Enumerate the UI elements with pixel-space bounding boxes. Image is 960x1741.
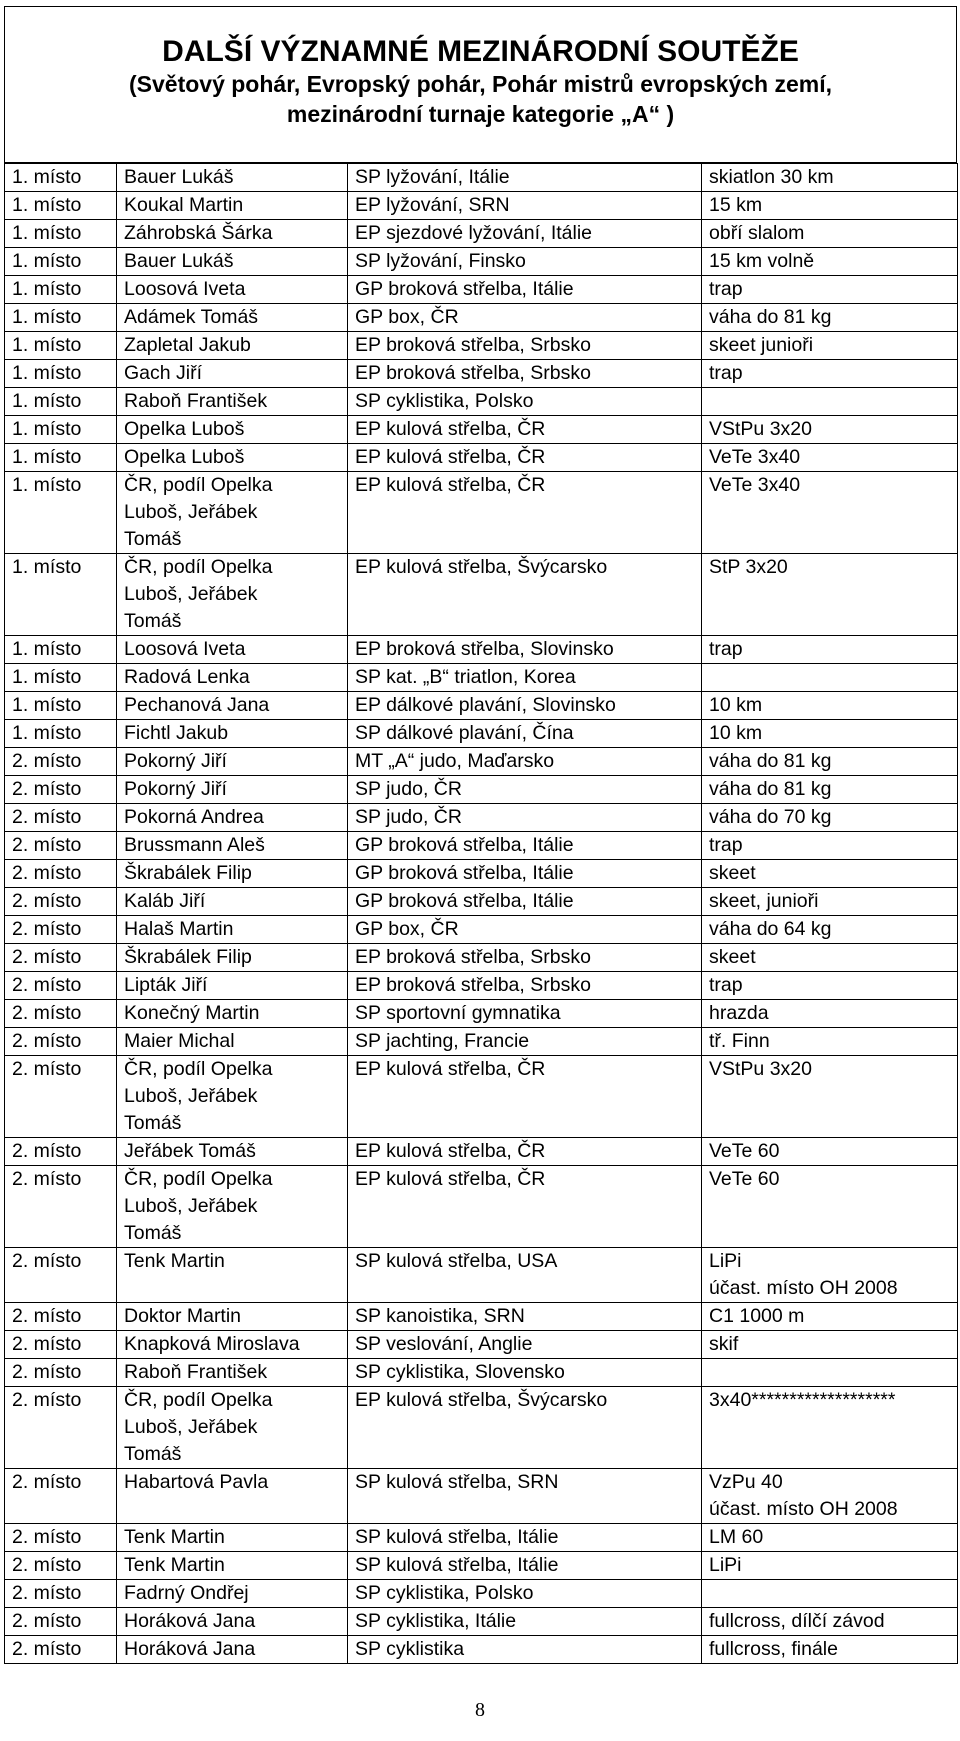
table-row: [5, 720, 958, 748]
cell-name: Horáková Jana: [117, 1608, 348, 1636]
cell-event: SP cyklistika: [348, 1636, 702, 1664]
table-row: [5, 664, 958, 692]
results-table-body: [5, 164, 958, 1664]
cell-place: 2. místo: [5, 860, 117, 888]
cell-note: váha do 64 kg: [702, 916, 958, 944]
cell-place: 1. místo: [5, 444, 117, 472]
cell-name: Horáková Jana: [117, 1636, 348, 1664]
cell-event: SP dálkové plavání, Čína: [348, 720, 702, 748]
cell-name: Doktor Martin: [117, 1303, 348, 1331]
cell-note: [702, 1580, 958, 1608]
cell-event: SP kulová střelba, SRN: [348, 1469, 702, 1524]
cell-note: fullcross, finále: [702, 1636, 958, 1664]
cell-event: GP broková střelba, Itálie: [348, 276, 702, 304]
cell-event: SP cyklistika, Polsko: [348, 1580, 702, 1608]
cell-place: 1. místo: [5, 164, 117, 192]
table-row: [5, 192, 958, 220]
page-number: 8: [475, 1699, 485, 1721]
document-page: [4, 6, 957, 1664]
cell-place: 2. místo: [5, 804, 117, 832]
cell-place: 2. místo: [5, 1387, 117, 1469]
cell-name: Opelka Luboš: [117, 416, 348, 444]
cell-place: 1. místo: [5, 360, 117, 388]
table-row: [5, 916, 958, 944]
table-row: [5, 1608, 958, 1636]
cell-note: [702, 388, 958, 416]
cell-event: SP judo, ČR: [348, 804, 702, 832]
cell-note: obří slalom: [702, 220, 958, 248]
page-subtitle-line-1: (Světový pohár, Evropský pohár, Pohár mistrů evropských zemí,: [128, 71, 833, 97]
cell-name: Brussmann Aleš: [117, 832, 348, 860]
cell-note: 15 km volně: [702, 248, 958, 276]
cell-name: Tenk Martin: [117, 1552, 348, 1580]
cell-name: Tenk Martin: [117, 1248, 348, 1303]
cell-event: GP broková střelba, Itálie: [348, 888, 702, 916]
cell-note: fullcross, dílčí závod: [702, 1608, 958, 1636]
cell-note: trap: [702, 972, 958, 1000]
cell-note: skeet junioři: [702, 332, 958, 360]
cell-note: VeTe 3x40: [702, 444, 958, 472]
cell-place: 2. místo: [5, 832, 117, 860]
cell-place: 1. místo: [5, 388, 117, 416]
table-row: [5, 360, 958, 388]
table-row: [5, 1636, 958, 1664]
cell-place: 1. místo: [5, 276, 117, 304]
cell-name: Jeřábek Tomáš: [117, 1138, 348, 1166]
table-row: [5, 1248, 958, 1303]
cell-event: EP kulová střelba, Švýcarsko: [348, 554, 702, 636]
table-row: [5, 472, 958, 554]
cell-name: Tenk Martin: [117, 1524, 348, 1552]
table-row: [5, 1166, 958, 1248]
table-row: [5, 804, 958, 832]
cell-note: skeet, junioři: [702, 888, 958, 916]
cell-event: GP broková střelba, Itálie: [348, 860, 702, 888]
cell-note: tř. Finn: [702, 1028, 958, 1056]
table-row: [5, 748, 958, 776]
cell-note: LiPi: [702, 1552, 958, 1580]
cell-note: VeTe 60: [702, 1166, 958, 1248]
cell-event: SP lyžování, Finsko: [348, 248, 702, 276]
cell-name: Zapletal Jakub: [117, 332, 348, 360]
cell-place: 2. místo: [5, 972, 117, 1000]
cell-note: VeTe 3x40: [702, 472, 958, 554]
cell-note: C1 1000 m: [702, 1303, 958, 1331]
cell-place: 2. místo: [5, 1524, 117, 1552]
cell-place: 1. místo: [5, 720, 117, 748]
cell-place: 1. místo: [5, 554, 117, 636]
cell-event: SP jachting, Francie: [348, 1028, 702, 1056]
cell-place: 2. místo: [5, 888, 117, 916]
cell-event: SP kulová střelba, Itálie: [348, 1552, 702, 1580]
cell-place: 2. místo: [5, 1608, 117, 1636]
cell-event: EP kulová střelba, Švýcarsko: [348, 1387, 702, 1469]
table-row: [5, 832, 958, 860]
cell-place: 1. místo: [5, 192, 117, 220]
cell-note: VStPu 3x20: [702, 416, 958, 444]
cell-name: Maier Michal: [117, 1028, 348, 1056]
table-row: [5, 860, 958, 888]
cell-name: Halaš Martin: [117, 916, 348, 944]
cell-name: Gach Jiří: [117, 360, 348, 388]
cell-name: Pechanová Jana: [117, 692, 348, 720]
table-row: [5, 164, 958, 192]
cell-note: trap: [702, 360, 958, 388]
cell-name: Lipták Jiří: [117, 972, 348, 1000]
cell-name: ČR, podíl Opelka Luboš, Jeřábek Tomáš: [117, 1387, 348, 1469]
cell-note: trap: [702, 276, 958, 304]
cell-event: EP kulová střelba, ČR: [348, 1138, 702, 1166]
cell-name: Záhrobská Šárka: [117, 220, 348, 248]
cell-place: 1. místo: [5, 220, 117, 248]
table-row: [5, 276, 958, 304]
table-row: [5, 1000, 958, 1028]
cell-note: StP 3x20: [702, 554, 958, 636]
cell-name: Bauer Lukáš: [117, 248, 348, 276]
cell-note: váha do 70 kg: [702, 804, 958, 832]
cell-name: Loosová Iveta: [117, 636, 348, 664]
cell-place: 1. místo: [5, 472, 117, 554]
table-row: [5, 944, 958, 972]
cell-name: Raboň František: [117, 388, 348, 416]
cell-name: Raboň František: [117, 1359, 348, 1387]
cell-event: SP kat. „B“ triatlon, Korea: [348, 664, 702, 692]
table-row: [5, 1580, 958, 1608]
cell-note: 10 km: [702, 720, 958, 748]
cell-name: Habartová Pavla: [117, 1469, 348, 1524]
cell-event: SP cyklistika, Itálie: [348, 1608, 702, 1636]
table-row: [5, 1138, 958, 1166]
cell-name: Škrabálek Filip: [117, 860, 348, 888]
cell-place: 2. místo: [5, 1469, 117, 1524]
table-row: [5, 1331, 958, 1359]
cell-event: EP broková střelba, Slovinsko: [348, 636, 702, 664]
cell-event: SP sportovní gymnatika: [348, 1000, 702, 1028]
table-row: [5, 416, 958, 444]
cell-name: Pokorný Jiří: [117, 776, 348, 804]
cell-event: SP kulová střelba, Itálie: [348, 1524, 702, 1552]
cell-place: 1. místo: [5, 416, 117, 444]
cell-event: EP kulová střelba, ČR: [348, 416, 702, 444]
cell-name: Kaláb Jiří: [117, 888, 348, 916]
cell-note: hrazda: [702, 1000, 958, 1028]
cell-note: [702, 664, 958, 692]
cell-event: EP broková střelba, Srbsko: [348, 360, 702, 388]
cell-note: váha do 81 kg: [702, 748, 958, 776]
cell-name: Škrabálek Filip: [117, 944, 348, 972]
cell-place: 2. místo: [5, 748, 117, 776]
cell-event: EP lyžování, SRN: [348, 192, 702, 220]
cell-event: SP kulová střelba, USA: [348, 1248, 702, 1303]
cell-name: Knapková Miroslava: [117, 1331, 348, 1359]
cell-name: Fadrný Ondřej: [117, 1580, 348, 1608]
table-row: [5, 304, 958, 332]
page-subtitle-line-2: mezinárodní turnaje kategorie „A“ ): [286, 101, 675, 127]
cell-place: 2. místo: [5, 1000, 117, 1028]
cell-name: Pokorná Andrea: [117, 804, 348, 832]
table-row: [5, 1359, 958, 1387]
cell-event: EP kulová střelba, ČR: [348, 1056, 702, 1138]
cell-note: 10 km: [702, 692, 958, 720]
table-row: [5, 1469, 958, 1524]
cell-event: EP kulová střelba, ČR: [348, 1166, 702, 1248]
cell-place: 2. místo: [5, 776, 117, 804]
cell-event: SP veslování, Anglie: [348, 1331, 702, 1359]
table-row: [5, 1387, 958, 1469]
cell-place: 2. místo: [5, 1138, 117, 1166]
cell-place: 1. místo: [5, 304, 117, 332]
table-row: [5, 776, 958, 804]
cell-event: EP broková střelba, Srbsko: [348, 972, 702, 1000]
cell-note: trap: [702, 636, 958, 664]
cell-event: MT „A“ judo, Maďarsko: [348, 748, 702, 776]
cell-note: LiPi účast. místo OH 2008: [702, 1248, 958, 1303]
cell-place: 2. místo: [5, 944, 117, 972]
table-row: [5, 1028, 958, 1056]
cell-place: 2. místo: [5, 1248, 117, 1303]
cell-event: EP broková střelba, Srbsko: [348, 332, 702, 360]
cell-name: Loosová Iveta: [117, 276, 348, 304]
cell-event: EP kulová střelba, ČR: [348, 444, 702, 472]
cell-note: VeTe 60: [702, 1138, 958, 1166]
cell-place: 2. místo: [5, 1166, 117, 1248]
cell-place: 1. místo: [5, 664, 117, 692]
table-row: [5, 554, 958, 636]
cell-event: EP kulová střelba, ČR: [348, 472, 702, 554]
cell-event: SP judo, ČR: [348, 776, 702, 804]
cell-place: 2. místo: [5, 1303, 117, 1331]
cell-name: Opelka Luboš: [117, 444, 348, 472]
cell-event: SP cyklistika, Polsko: [348, 388, 702, 416]
table-row: [5, 220, 958, 248]
cell-event: SP kanoistika, SRN: [348, 1303, 702, 1331]
cell-name: Fichtl Jakub: [117, 720, 348, 748]
cell-note: [702, 1359, 958, 1387]
cell-place: 2. místo: [5, 1028, 117, 1056]
cell-name: ČR, podíl Opelka Luboš, Jeřábek Tomáš: [117, 472, 348, 554]
cell-place: 1. místo: [5, 248, 117, 276]
cell-name: Konečný Martin: [117, 1000, 348, 1028]
cell-event: EP sjezdové lyžování, Itálie: [348, 220, 702, 248]
cell-name: ČR, podíl Opelka Luboš, Jeřábek Tomáš: [117, 554, 348, 636]
cell-name: Adámek Tomáš: [117, 304, 348, 332]
cell-place: 1. místo: [5, 692, 117, 720]
heading-box: [4, 6, 957, 163]
table-row: [5, 1303, 958, 1331]
cell-place: 2. místo: [5, 1359, 117, 1387]
cell-place: 1. místo: [5, 332, 117, 360]
table-row: [5, 1524, 958, 1552]
table-row: [5, 692, 958, 720]
table-row: [5, 388, 958, 416]
cell-note: 15 km: [702, 192, 958, 220]
cell-place: 2. místo: [5, 1552, 117, 1580]
cell-note: LM 60: [702, 1524, 958, 1552]
cell-note: váha do 81 kg: [702, 776, 958, 804]
cell-note: skif: [702, 1331, 958, 1359]
table-row: [5, 1056, 958, 1138]
cell-note: váha do 81 kg: [702, 304, 958, 332]
results-table: [4, 163, 958, 1664]
cell-note: trap: [702, 832, 958, 860]
cell-place: 2. místo: [5, 916, 117, 944]
cell-event: SP cyklistika, Slovensko: [348, 1359, 702, 1387]
table-row: [5, 248, 958, 276]
table-row: [5, 972, 958, 1000]
cell-event: GP box, ČR: [348, 916, 702, 944]
cell-event: GP broková střelba, Itálie: [348, 832, 702, 860]
cell-event: EP broková střelba, Srbsko: [348, 944, 702, 972]
cell-note: VzPu 40 účast. místo OH 2008: [702, 1469, 958, 1524]
cell-name: ČR, podíl Opelka Luboš, Jeřábek Tomáš: [117, 1056, 348, 1138]
cell-event: EP dálkové plavání, Slovinsko: [348, 692, 702, 720]
cell-name: Bauer Lukáš: [117, 164, 348, 192]
table-row: [5, 636, 958, 664]
cell-place: 2. místo: [5, 1056, 117, 1138]
table-row: [5, 888, 958, 916]
cell-place: 2. místo: [5, 1636, 117, 1664]
cell-name: Radová Lenka: [117, 664, 348, 692]
cell-place: 2. místo: [5, 1580, 117, 1608]
cell-note: skiatlon 30 km: [702, 164, 958, 192]
cell-place: 2. místo: [5, 1331, 117, 1359]
page-title: DALŠÍ VÝZNAMNÉ MEZINÁRODNÍ SOUTĚŽE: [162, 35, 799, 68]
table-row: [5, 444, 958, 472]
table-row: [5, 332, 958, 360]
cell-event: SP lyžování, Itálie: [348, 164, 702, 192]
cell-name: ČR, podíl Opelka Luboš, Jeřábek Tomáš: [117, 1166, 348, 1248]
table-row: [5, 1552, 958, 1580]
cell-name: Koukal Martin: [117, 192, 348, 220]
cell-note: skeet: [702, 860, 958, 888]
cell-place: 1. místo: [5, 636, 117, 664]
cell-name: Pokorný Jiří: [117, 748, 348, 776]
cell-note: 3x40*******************: [702, 1387, 958, 1469]
cell-note: VStPu 3x20: [702, 1056, 958, 1138]
cell-event: GP box, ČR: [348, 304, 702, 332]
cell-note: skeet: [702, 944, 958, 972]
